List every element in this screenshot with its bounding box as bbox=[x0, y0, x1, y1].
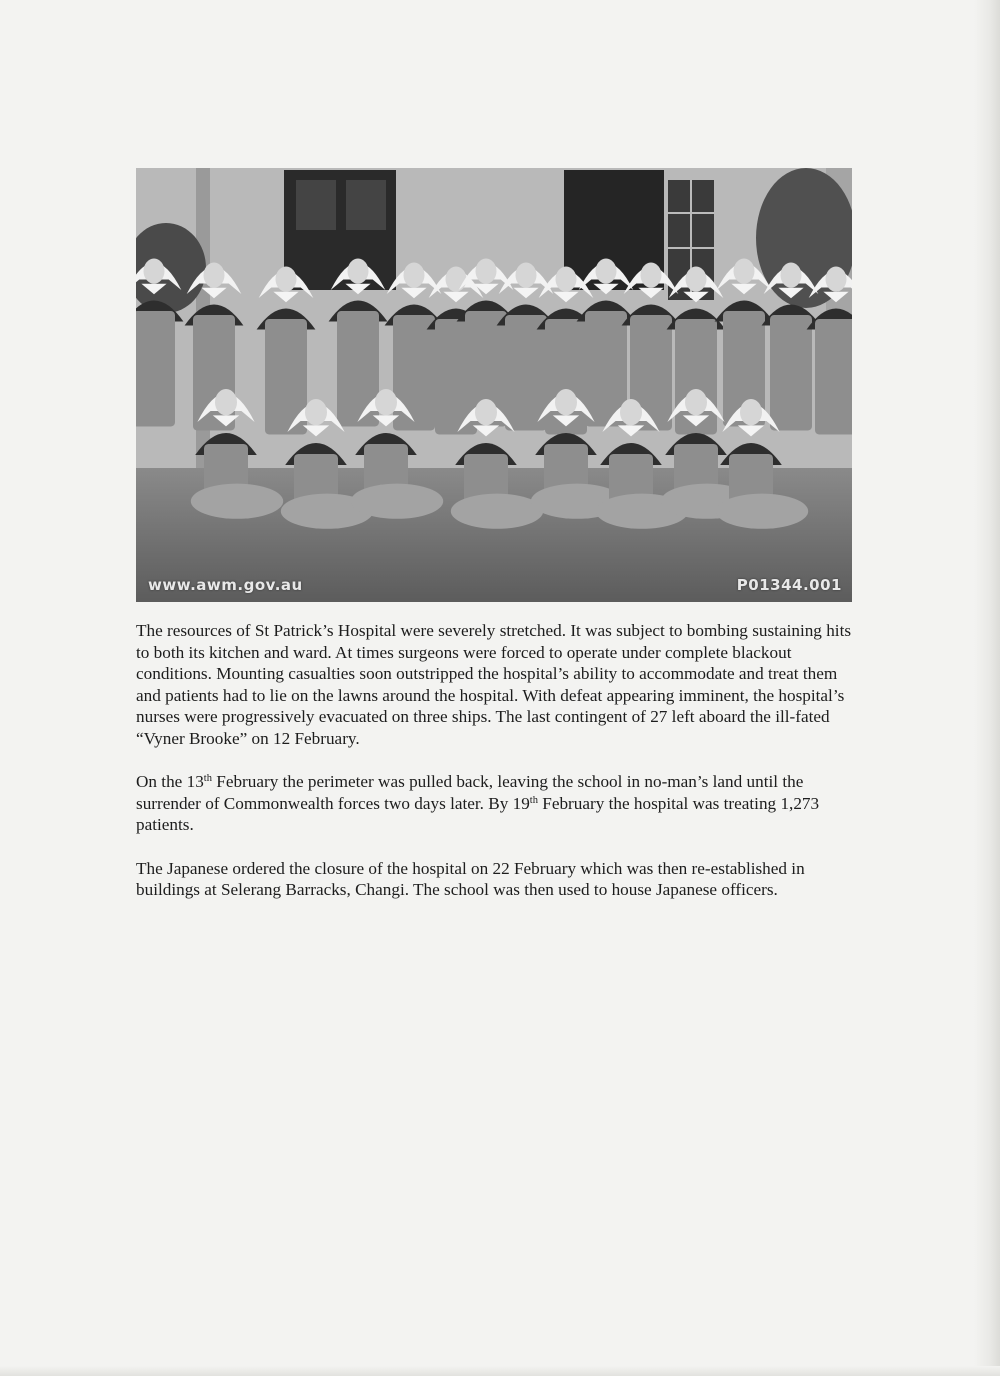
photo-watermark-left: www.awm.gov.au bbox=[148, 576, 303, 594]
paragraph-3: The Japanese ordered the closure of the hospital on 22 February which was then re-established in buildings at Selerang Barracks, Changi. The school was then used to house Japanese officers. bbox=[136, 858, 805, 900]
nurses-group-photo bbox=[136, 168, 852, 602]
paragraph-1: The resources of St Patrick’s Hospital were severely stretched. It was subject to bombing sustaining hits to both its kitchen and ward. At times surgeons were forced to operate under complete blackout conditions. Mounting casualties soon outstripped the hospital’s ability to accommodate and treat them and patients had to lie on the lawns around the hospital. With defeat appearing imminent, the hospital’s nurses were progressively evacuated on three ships. The last contingent of 27 left aboard the ill-fated “Vyner Brooke” on 12 February. bbox=[136, 621, 852, 748]
paragraph-2-part-a: On the 13 bbox=[136, 772, 204, 792]
body-text bbox=[136, 620, 862, 922]
paragraph-2-part-b: February the perimeter was pulled back, leaving the school in no-man’s land until the surrender of Commonwealth forces two days later. By 19 bbox=[136, 772, 804, 813]
photo-graphic bbox=[136, 168, 852, 602]
paper-edge-right bbox=[974, 0, 1000, 1376]
paper-edge-bottom bbox=[0, 1366, 1000, 1376]
photo-watermark-right: P01344.001 bbox=[736, 576, 842, 594]
paragraph-2-part-c: February the hospital was treating 1,273 patients. bbox=[136, 793, 820, 835]
ordinal-suffix: th bbox=[203, 773, 212, 785]
ordinal-suffix: th bbox=[529, 794, 538, 806]
paragraph-2 bbox=[136, 771, 862, 836]
